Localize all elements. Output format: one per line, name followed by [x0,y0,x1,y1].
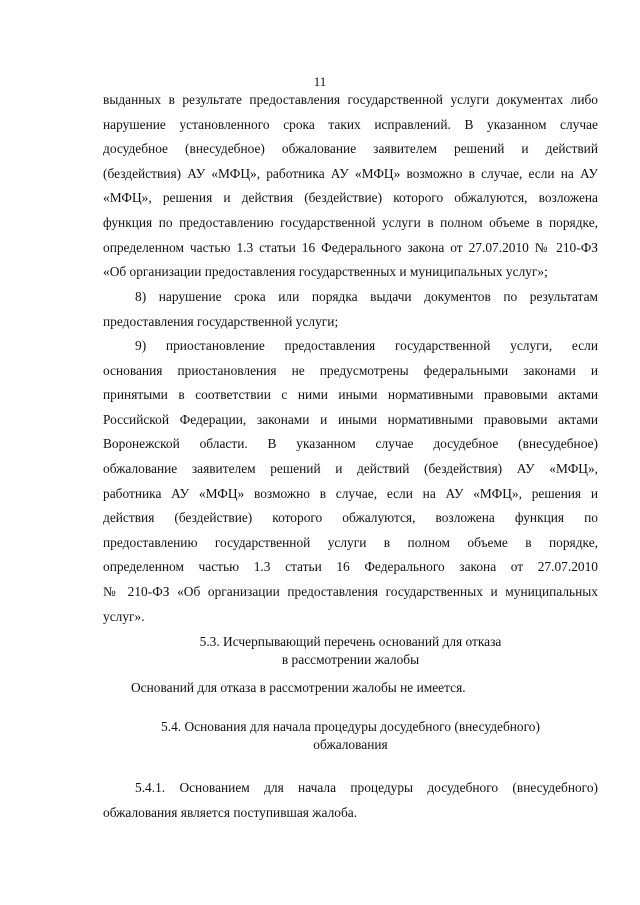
paragraph-item-7-continuation [103,88,598,285]
text-line: основания приостановления не предусмотрены федеральными законами и [103,362,598,378]
text-line: 9) приостановление предоставления государственной услуги, если [135,338,598,353]
text-line: № 210-ФЗ «Об организации предоставления государственных и муниципальных [103,583,598,599]
heading-line: 5.3. Исчерпывающий перечень оснований для отказа [199,634,502,649]
text-line: действия (бездействие) которого обжалуются, возложена функция по [103,510,598,526]
text-line: работника АУ «МФЦ» возможно в случае, если на АУ «МФЦ», решения и [103,485,598,501]
paragraph-item-8 [103,285,598,334]
text-line: Российской Федерации, законами и иными нормативными правовыми актами [103,411,598,427]
text-line: (бездействия) АУ «МФЦ», работника АУ «МФЦ» возможно в случае, если на АУ [103,165,598,181]
page-number: 11 [313,74,327,89]
text-line: Оснований для отказа в рассмотрении жалобы не имеется. [131,680,466,695]
text-line: обжалование заявителем решений и действий (бездействия) АУ «МФЦ», [103,460,598,476]
text-line: досудебное (внесудебное) обжалование заявителем решений и действий [103,141,598,157]
text-line: определенном частью 1.3 статьи 16 Федерального закона от 27.07.2010 № 210-ФЗ [103,239,598,255]
text-line: 5.4.1. Основанием для начала процедуры досудебного (внесудебного) [135,780,598,795]
section-5-3-text [103,676,598,701]
heading-line: обжалования [313,737,388,752]
text-line: «МФЦ», решения и действия (бездействие) которого обжалуются, возложена [103,190,598,206]
text-line: 8) нарушение срока или порядка выдачи документов по результатам [135,289,598,304]
section-5-3-heading [103,633,598,669]
text-line: функция по предоставлению государственной услуги в полном объеме в порядке, [103,214,598,230]
text-line: обжалования является поступившая жалоба. [103,804,358,820]
section-5-4-heading [103,718,598,754]
paragraph-item-9 [103,334,598,629]
heading-line: в рассмотрении жалобы [281,652,420,667]
text-line: услуг». [103,608,145,624]
text-line: Воронежской области. В указанном случае досудебное (внесудебное) [103,436,598,452]
text-line: «Об организации предоставления государственных и муниципальных услуг»; [103,264,548,280]
paragraph-5-4-1 [103,776,598,825]
text-line: определенном частью 1.3 статьи 16 Федерального закона от 27.07.2010 [103,559,598,575]
heading-line: 5.4. Основания для начала процедуры досудебного (внесудебного) [161,719,540,734]
text-line: принятыми в соответствии с ними иными нормативными правовыми актами [103,387,598,403]
text-line: предоставлению государственной услуги в полном объеме в порядке, [103,534,598,550]
text-line: предоставления государственной услуги; [103,313,339,329]
text-line: нарушение установленного срока таких исправлений. В указанном случае [103,116,598,132]
text-line: выданных в результате предоставления государственной услуги документах либо [103,92,598,107]
